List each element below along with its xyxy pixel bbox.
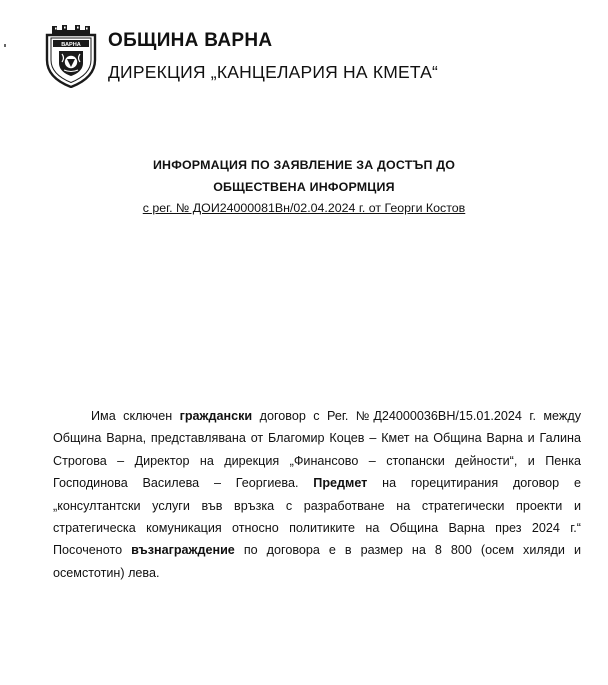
varna-crest-logo: [44, 24, 98, 88]
body-bold-remuneration: възнаграждение: [131, 543, 235, 558]
body-bold-contract-type: граждански: [179, 409, 253, 423]
request-reference: с рег. № ДОИ24000081Вн/02.04.2024 г. от Георги Костов: [142, 201, 466, 215]
body-bold-subject: Предмет: [313, 476, 368, 491]
organization-name: ОБЩИНА ВАРНА: [108, 30, 273, 51]
document-title-line-2: ОБЩЕСТВЕНА ИНФОРМЦИЯ: [213, 180, 395, 194]
body-text-3: на горецитирания договор е „консултантски услуги във връзка с разработване на стратегически проекти и стратегическа комуникация относно политиките на Община Варна през 2024 г.“ Посоченото: [53, 476, 581, 558]
body-text-2: договор с Рег. №Д24000036ВН/15.01.2024 г. между Община Варна, представлявана от Благомир Коцев – Кмет на Община Варна и Галина Строгова – Директор на дирекция „Финансово – стопански дейности“, и Пенка Господинова Василева – Георгиева.: [53, 409, 581, 491]
body-text-4: по договора е в размер на 8 800 (осем хиляди и осемстотин) лева.: [53, 543, 581, 580]
body-text-1: Има сключен: [91, 409, 180, 423]
crest-lettering: ВАРНА: [61, 41, 81, 48]
body-paragraph: [53, 405, 581, 584]
department-name: ДИРЕКЦИЯ „КАНЦЕЛАРИЯ НА КМЕТА“: [108, 62, 439, 82]
scan-mark: [4, 44, 6, 47]
document-title-line-1: ИНФОРМАЦИЯ ПО ЗАЯВЛЕНИЕ ЗА ДОСТЪП ДО: [152, 158, 456, 172]
